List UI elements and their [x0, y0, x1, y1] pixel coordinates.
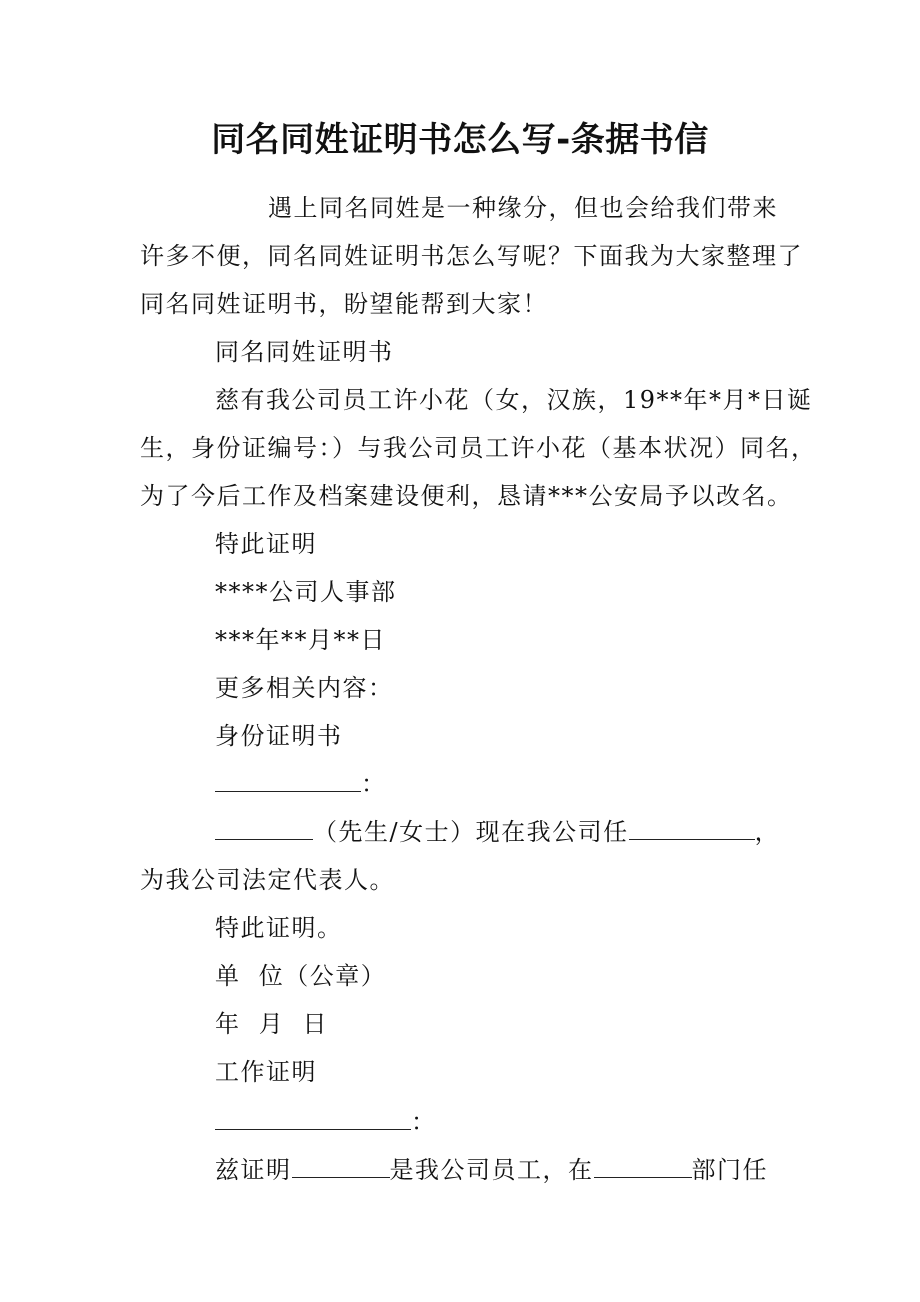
recipient-colon: ： — [411, 1108, 437, 1136]
cert1-body-line-1: 慈有我公司员工许小花（女，汉族，19**年*月*日诞 — [215, 386, 813, 414]
cert2-date: 年 月 日 — [215, 1010, 329, 1038]
position-blank — [629, 819, 755, 840]
cert1-date: ***年**月**日 — [215, 626, 386, 654]
cert2-text-a: （先生/女士）现在我公司任 — [313, 818, 629, 846]
cert3-text-b: 是我公司员工，在 — [389, 1156, 594, 1184]
name-blank — [215, 819, 313, 840]
cert2-closing: 特此证明。 — [215, 914, 343, 942]
department-blank — [594, 1157, 692, 1178]
recipient-blank — [215, 771, 361, 792]
recipient-colon: ： — [361, 770, 387, 798]
cert1-body-line-2: 生，身份证编号：）与我公司员工许小花（基本状况）同名， — [140, 434, 817, 462]
cert1-closing: 特此证明 — [215, 530, 317, 558]
cert2-unit: 单 位（公章） — [215, 962, 387, 990]
intro-line-2: 许多不便，同名同姓证明书怎么写呢？下面我为大家整理了 — [140, 242, 803, 270]
intro-line-3: 同名同姓证明书，盼望能帮到大家！ — [140, 290, 548, 318]
intro-line-1: 遇上同名同姓是一种缘分，但也会给我们带来 — [268, 194, 778, 222]
document-title: 同名同姓证明书怎么写-条据书信 — [211, 120, 709, 160]
cert2-recipient-line — [215, 768, 387, 800]
cert1-issuer: ****公司人事部 — [215, 578, 397, 606]
cert2-heading: 身份证明书 — [215, 722, 343, 750]
employee-name-blank — [292, 1157, 390, 1178]
cert3-heading: 工作证明 — [215, 1058, 317, 1086]
cert1-body-line-3: 为了今后工作及档案建设便利，恳请***公安局予以改名。 — [140, 482, 793, 510]
cert3-body-line-1 — [215, 1154, 768, 1186]
cert3-text-a: 兹证明 — [215, 1156, 292, 1184]
cert2-text-b: ， — [754, 818, 781, 846]
cert2-body-line-2: 为我公司法定代表人。 — [140, 866, 395, 894]
cert2-body-line-1 — [215, 816, 780, 848]
cert1-heading: 同名同姓证明书 — [215, 338, 394, 366]
cert3-recipient-line — [215, 1106, 437, 1138]
more-content-label: 更多相关内容： — [215, 674, 394, 702]
cert3-text-c: 部门任 — [691, 1156, 768, 1184]
recipient-blank — [215, 1109, 411, 1130]
